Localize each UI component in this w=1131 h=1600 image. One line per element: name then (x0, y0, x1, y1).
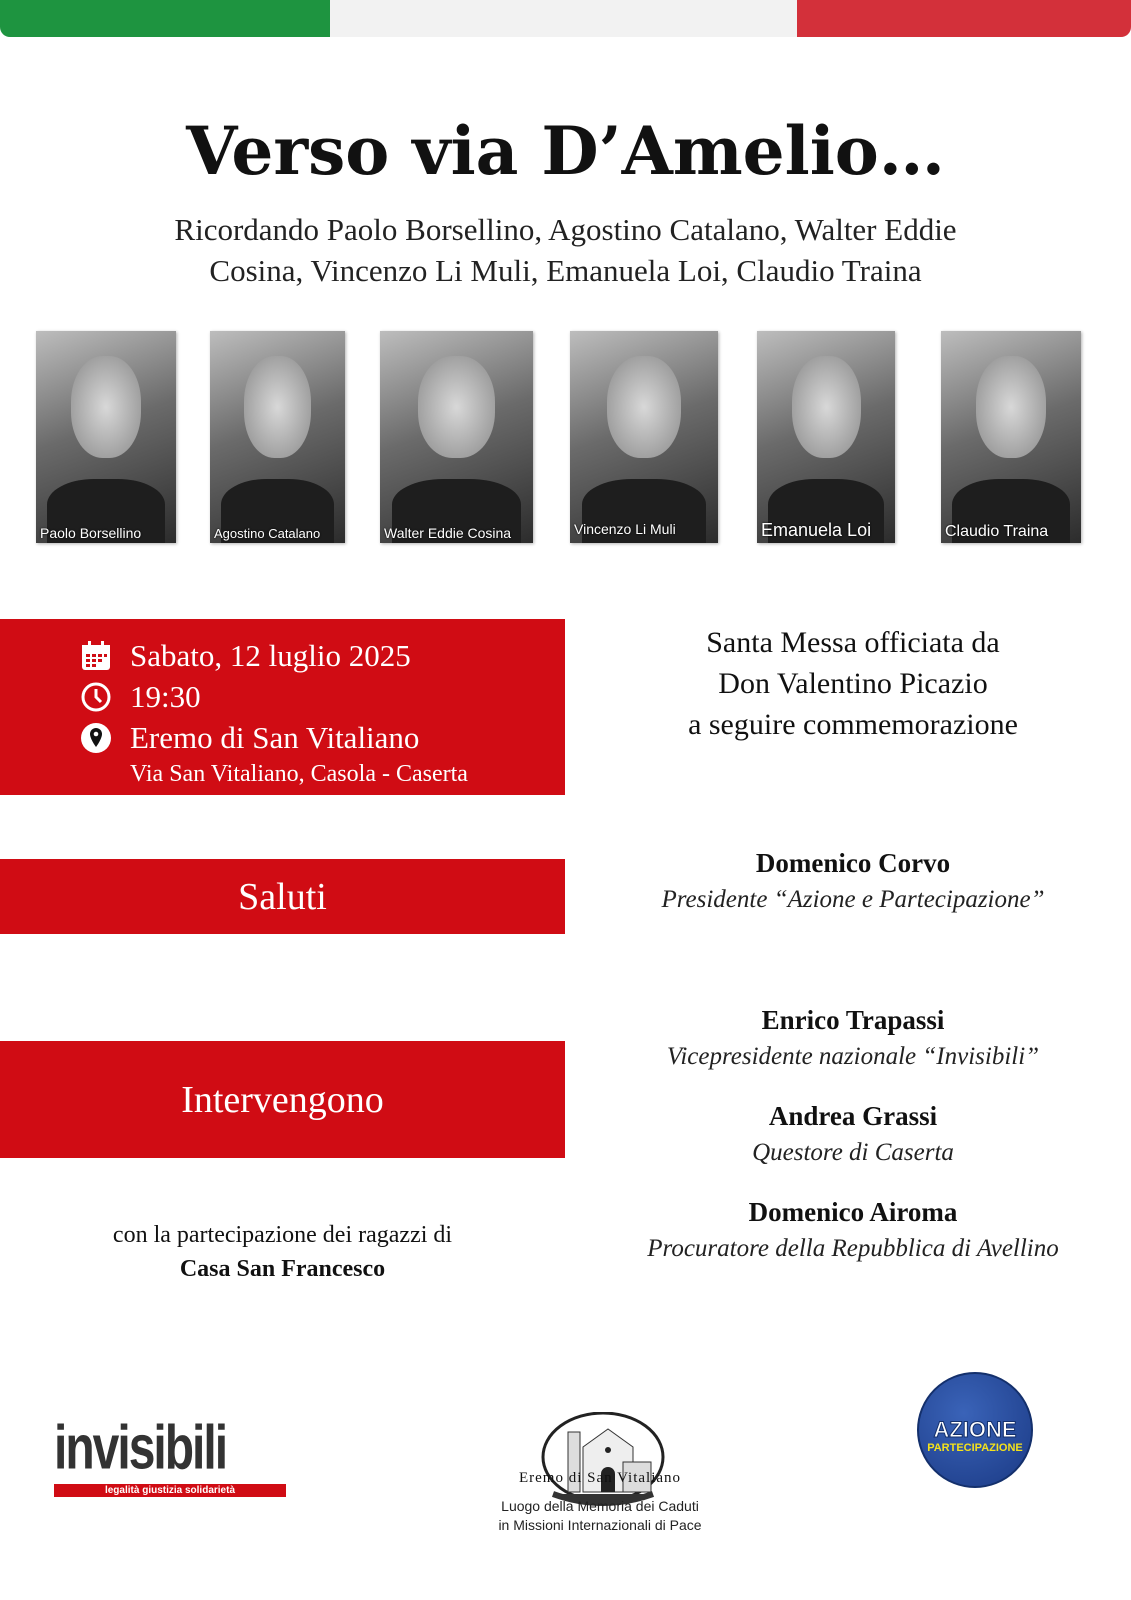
event-date-text: Sabato, 12 luglio 2025 (130, 638, 411, 673)
mass-line-2: Don Valentino Picazio (718, 667, 988, 700)
subtitle-line-1: Ricordando Paolo Borsellino, Agostino Catalano, Walter Eddie (174, 212, 957, 247)
photo-emanuela-loi (757, 331, 895, 543)
event-time (80, 679, 201, 715)
photo-caption: Claudio Traina (945, 523, 1049, 540)
photo-caption: Walter Eddie Cosina (384, 525, 512, 541)
map-pin-icon (80, 722, 112, 754)
flag-red (797, 0, 1131, 37)
event-address: Via San Vitaliano, Casola - Caserta (130, 761, 468, 787)
event-date (80, 638, 411, 674)
eremo-caption (440, 1497, 760, 1535)
calendar-icon (80, 640, 112, 672)
invisibili-logo (54, 1413, 286, 1497)
photo-claudio-traina (941, 331, 1081, 543)
participation-text: con la partecipazione dei ragazzi di (112, 1222, 453, 1248)
event-time-text: 19:30 (130, 679, 201, 714)
photo-paolo-borsellino (36, 331, 176, 543)
photo-walter-eddie-cosina (380, 331, 533, 543)
speaker-role: Vicepresidente nazionale “Invisibili” (666, 1043, 1040, 1070)
eremo-name: Eremo di San Vitaliano (518, 1470, 682, 1486)
mass-info (575, 622, 1131, 745)
azione-partecipazione-logo (917, 1372, 1033, 1488)
photo-vincenzo-li-muli (570, 331, 718, 543)
photo-caption: Agostino Catalano (214, 526, 321, 541)
subtitle-line-2: Cosina, Vincenzo Li Muli, Emanuela Loi, Claudio Traina (209, 253, 922, 288)
invisibili-tagline: legalità giustizia solidarietà (54, 1484, 286, 1497)
saluti-role: Presidente “Azione e Partecipazione” (661, 886, 1045, 913)
photo-caption: Emanuela Loi (761, 520, 872, 540)
photo-caption: Vincenzo Li Muli (574, 521, 676, 537)
speaker-name: Enrico Trapassi (761, 1005, 945, 1035)
event-place (80, 720, 419, 756)
eremo-caption-line-1: Luogo della Memoria dei Caduti (501, 1498, 699, 1514)
photo-caption: Paolo Borsellino (40, 525, 142, 541)
speaker-role: Questore di Caserta (752, 1139, 954, 1166)
mass-line-3: a seguire commemorazione (688, 708, 1018, 741)
invisibili-wordmark: invisibili (54, 1413, 227, 1483)
saluti-label: Saluti (238, 875, 327, 918)
saluti-name: Domenico Corvo (755, 848, 951, 878)
speaker-role: Procuratore della Repubblica di Avellino (647, 1235, 1059, 1262)
flag-green (0, 0, 330, 37)
azione-text: AZIONE (933, 1417, 1017, 1442)
participation-who: Casa San Francesco (179, 1256, 386, 1282)
photo-agostino-catalano (210, 331, 345, 543)
page-title: Verso via D’Amelio… (186, 112, 945, 190)
intervengono-box (0, 1041, 565, 1158)
clock-icon (80, 681, 112, 713)
flag-white (330, 0, 797, 37)
saluti-box (0, 859, 565, 934)
intervengono-label: Intervengono (181, 1078, 384, 1121)
partecipazione-text: PARTECIPAZIONE (927, 1442, 1023, 1454)
eremo-caption-line-2: in Missioni Internazionali di Pace (498, 1517, 702, 1533)
mass-line-1: Santa Messa officiata da (706, 626, 1000, 659)
event-place-text: Eremo di San Vitaliano (130, 720, 420, 755)
speaker-name: Domenico Airoma (748, 1197, 958, 1227)
speaker-name: Andrea Grassi (768, 1101, 938, 1131)
italian-flag-bar (0, 0, 1131, 37)
